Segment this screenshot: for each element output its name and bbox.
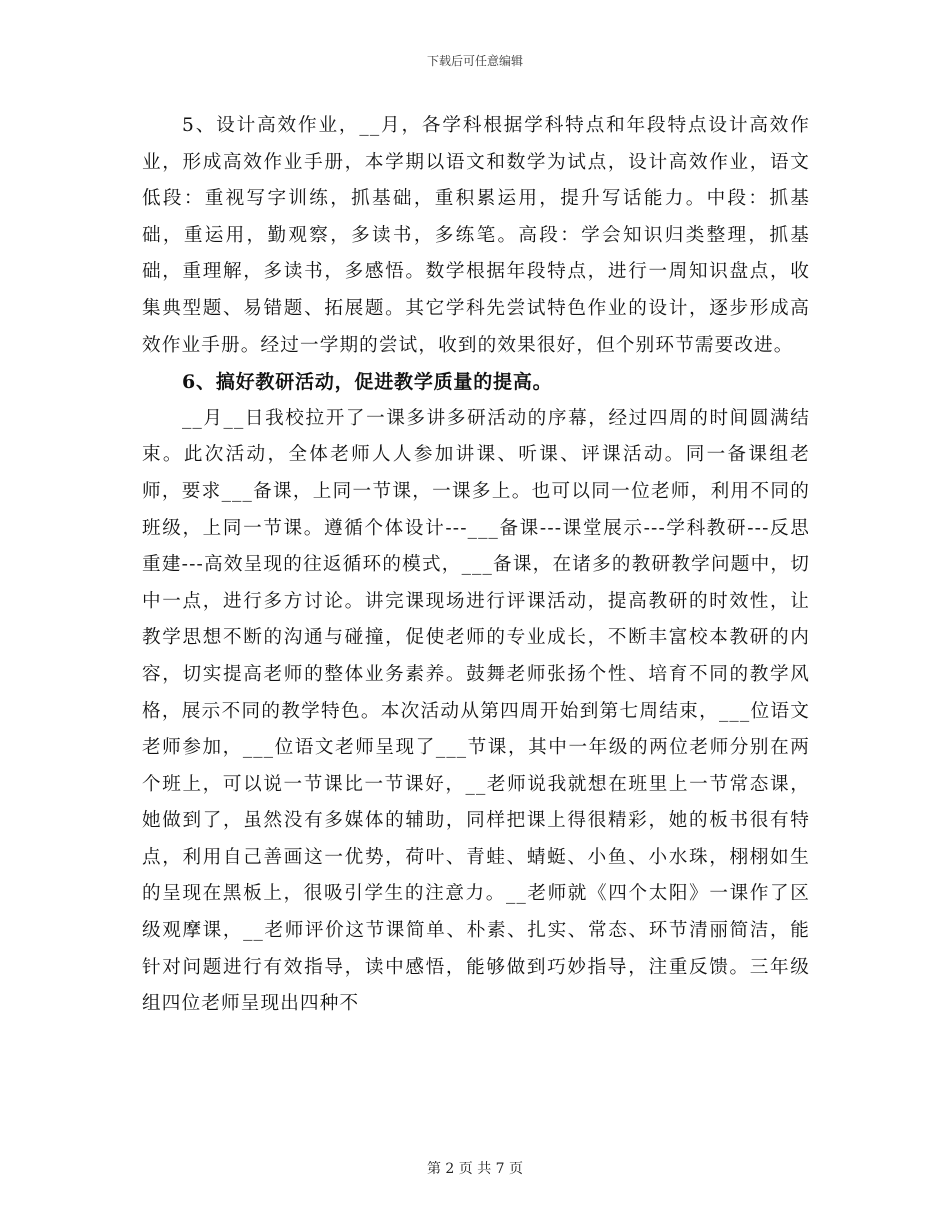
paragraph-item-5: 5、设计高效作业，__月，各学科根据学科特点和年段特点设计高效作业，形成高效作业手册，本学期以语文和数学为试点，设计高效作业，语文低段：重视写字训练，抓基础，重积累运用，提升写话能力。中段：抓基础，重运用，勤观察，多读书，多练笔。高段：学会知识归类整理，抓基础，重理解，多读书，多感悟。数学根据年段特点，进行一周知识盘点，收集典型题、易错题、拓展题。其它学科先尝试特色作业的设计，逐步形成高效作业手册。经过一学期的尝试，收到的效果很好，但个别环节需要改进。 [142,115,810,356]
paragraph-item-6: __月__日我校拉开了一课多讲多研活动的序幕，经过四周的时间圆满结束。此次活动，全体老师人人参加讲课、听课、评课活动。同一备课组老师，要求___备课，上同一节课，一课多上。也可以同一位老师，利用不同的班级，上同一节课。遵循个体设计---___备课---课堂展示---学科教研---反思重建---高效呈现的往返循环的模式，___备课，在诸多的教研教学问题中，切中一点，进行多方讨论。讲完课现场进行评课活动，提高教研的时效性，让教学思想不断的沟通与碰撞，促使老师的专业成长，不断丰富校本教研的内容，切实提高老师的整体业务素养。鼓舞老师张扬个性、培育不同的教学风格，展示不同的教学特色。本次活动从第四周开始到第七周结束，___位语文老师参加，___位语文老师呈现了___节课，其中一年级的两位老师分别在两个班上，可以说一节课比一节课好，__老师说我就想在班里上一节常态课，她做到了，虽然没有多媒体的辅助，同样把课上得很精彩，她的板书很有特点，利用自己善画这一优势，荷叶、青蛙、蜻蜓、小鱼、小水珠，栩栩如生的呈现在黑板上，很吸引学生的注意力。__老师就《四个太阳》一课作了区级观摩课，__老师评价这节课简单、朴素、扎实、常态、环节清丽简洁，能针对问题进行有效指导，读中感悟，能够做到巧妙指导，注重反馈。三年级组四位老师呈现出四种不 [142,407,810,1015]
page-header-note: 下载后可任意编辑 [426,54,523,68]
page-number-footer: 第 2 页 共 7 页 [426,1161,524,1177]
section-heading-6: 6、搞好教研活动，促进教学质量的提高。 [182,371,553,394]
document-body [142,108,810,1023]
